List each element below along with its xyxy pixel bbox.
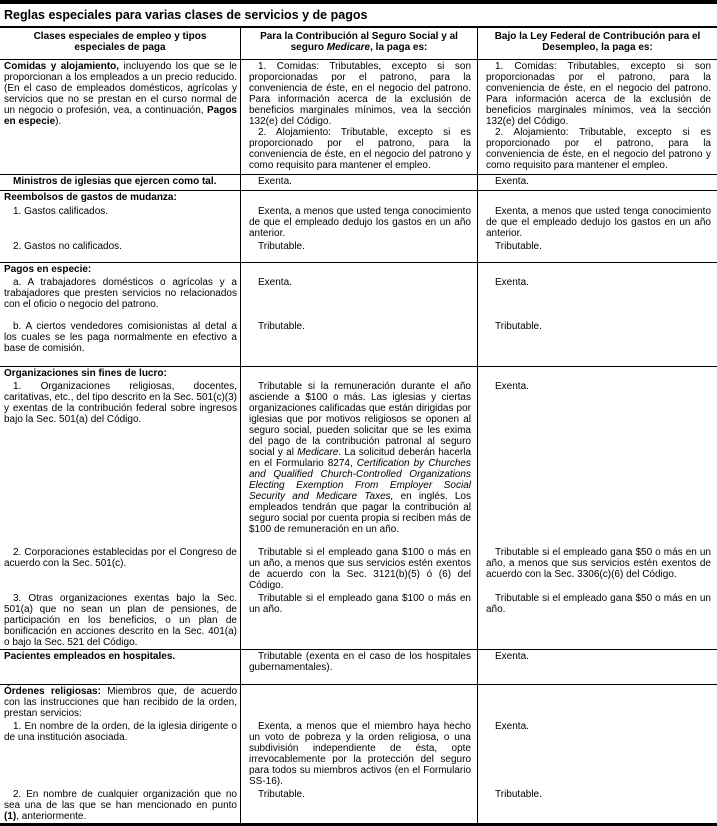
cell-pagos-0-left [0,263,240,276]
paragraph: 1. Gastos calificados. [13,206,109,217]
cell-ministros-0-mid [240,175,477,190]
rules-table [0,26,717,826]
table-row [0,263,717,276]
column-header-employment-classes: Clases especiales de empleo y tipos especiales de paga [33,31,207,53]
paragraph: Tributable si la remuneración durante el año asciende a $100 o más. Las iglesias y ciertas organizaciones calificadas que están dirigidas por iglesias que por motivos religiosos se oponen al seguro social, pueden solicitar que se les exima del pago de la contribución patronal al seguro social y al Medicare. La solicitud deberán hacerla en el Formulario 8274, Certification by Churches and Qualified Church-Controlled Organizations Electing Exemption From Employer Social Security and Medicare Taxes, en inglés. Los empleados tendrán que pagar la contribución al seguro social por cuenta propia si reciben más de $100 de remuneración en un año. [249,381,472,535]
paragraph: Exenta. [258,277,292,288]
cell-reembolsos-0-right [477,191,717,205]
paragraph: Exenta, a menos que usted tenga conocimiento de que el empleado dedujo los gastos en un año anterior. [486,206,711,239]
table-header-row [0,28,717,60]
cell-org-2-right [477,546,717,592]
cell-org-1-mid [240,380,477,546]
paragraph: Exenta. [495,651,529,662]
paragraph: Exenta, a menos que el miembro haya hecho un voto de pobreza y la orden religiosa, o una subdivisión independiente de ésta, opte irrevocablemente por la protección del seguro para todos su miembros activos (en el Formulario SS-16). [249,721,471,787]
paragraph: Exenta. [258,176,292,187]
section-pagos [0,263,717,367]
paragraph: Pagos en especie: [4,264,92,275]
paragraph: 1. Comidas: Tributables, excepto si son proporcionadas por el patrono, para la conveniencia de éste, en el negocio del patrono. Para información acerca de la exclusión de beneficios marginales mínimos, vea la sección 132(e) del Código. [249,61,471,127]
cell-org-1-right [477,380,717,546]
table-row [0,546,717,592]
paragraph: 2. Corporaciones establecidas por el Congreso de acuerdo con la Sec. 501(c). [4,547,237,569]
cell-pacientes-0-mid [240,650,477,684]
cell-comidas-0-right [477,60,717,174]
cell-reembolsos-1-mid [240,205,477,240]
paragraph: Tributable. [258,321,305,332]
paragraph: Organizaciones sin fines de lucro: [4,368,167,379]
cell-ordenes-0-left [0,685,240,720]
cell-reembolsos-0-left [0,191,240,205]
cell-pacientes-0-left [0,650,240,684]
paragraph: 2. Gastos no calificados. [13,241,122,252]
cell-ordenes-2-mid [240,788,477,823]
paragraph: Exenta, a menos que usted tenga conocimiento de que el empleado dedujo los gastos en un año anterior. [249,206,471,239]
table-row [0,60,717,174]
paragraph: Tributable. [495,241,542,252]
paragraph: Exenta. [495,277,529,288]
cell-org-1-left [0,380,240,546]
paragraph: 2. Alojamiento: Tributable, excepto si es proporcionado por el patrono, para la conveniencia de éste, en el negocio del patrono y como requisito para mantener el empleo. [249,127,471,171]
column-header-futa: Bajo la Ley Federal de Contribución para el Desempleo, la paga es: [477,28,717,59]
table-row [0,720,717,788]
table-row [0,650,717,684]
cell-ministros-0-right [477,175,717,190]
table-row [0,320,717,366]
paragraph: Tributable (exenta en el caso de los hospitales gubernamentales). [249,651,471,673]
paragraph: b. A ciertos vendedores comisionistas al detal a los cuales se les paga normalmente en efectivo a base de comisión. [4,321,237,354]
cell-reembolsos-2-mid [240,240,477,262]
cell-ministros-0-left [0,175,240,190]
table-row [0,240,717,262]
cell-reembolsos-2-left [0,240,240,262]
column-header-social-security-medicare: Para la Contribución al Seguro Social y al seguro Medicare, la paga es: [240,28,477,59]
cell-pagos-2-left [0,320,240,366]
paragraph: Pacientes empleados en hospitales. [4,651,176,662]
paragraph: Exenta. [495,721,529,732]
cell-org-0-left [0,367,240,380]
paragraph: 1. Comidas: Tributables, excepto si son proporcionadas por el patrono, para la conveniencia de éste, en el negocio del patrono. Para información acerca de la exclusión de beneficios marginales mínimos, vea la sección 132(e) del Código. [486,61,711,127]
cell-org-3-right [477,592,717,649]
table-row [0,276,717,320]
paragraph: 2. Alojamiento: Tributable, excepto si es proporcionado por el patrono, para la conveniencia de éste, en el negocio del patrono y como requisito para mantener el empleo. [486,127,711,171]
paragraph: Exenta. [495,381,529,392]
table-row [0,380,717,546]
table-row [0,367,717,380]
section-comidas [0,60,717,175]
paragraph: Órdenes religiosas: Miembros que, de acuerdo con las instrucciones que han recibido de la orden, prestan servicios: [4,686,237,719]
cell-comidas-0-mid [240,60,477,174]
cell-pagos-1-left [0,276,240,320]
cell-ordenes-2-left [0,788,240,823]
paragraph: Comidas y alojamiento, incluyendo los que se le proporcionan a los empleados a un precio reducido. (En el caso de empleados domésticos, agrícolas y servicios que no se prestan en el curso normal de un negocio o profesión, vea, a continuación, Pagos en especie). [4,61,237,127]
table-row [0,205,717,240]
section-ministros [0,175,717,191]
paragraph: 3. Otras organizaciones exentas bajo la Sec. 501(a) que no sean un plan de pensiones, de participación en los beneficios, o un plan de bonificación en acciones descrito en la Sec. 401(a) o bajo la Sec. 521 del Código. [4,593,237,648]
paragraph: Tributable si el empleado gana $100 o más en un año. [249,593,471,615]
table-row [0,592,717,649]
paragraph: Reembolsos de gastos de mudanza: [4,192,177,203]
paragraph: Tributable si el empleado gana $50 o más en un año. [486,593,711,615]
section-ordenes [0,685,717,823]
table-row [0,685,717,720]
paragraph: 2. En nombre de cualquier organización que no sea una de las que se han mencionado en punto (1), anteriormente. [4,789,237,822]
cell-org-2-left [0,546,240,592]
cell-reembolsos-1-right [477,205,717,240]
cell-pagos-1-mid [240,276,477,320]
paragraph: Exenta. [495,176,529,187]
paragraph: Tributable si el empleado gana $50 o más en un año, a menos que sus servicios estén exentos de acuerdo con la Sec. 3306(c)(6) del Código. [486,547,711,580]
cell-pagos-0-mid [240,263,477,276]
cell-org-3-mid [240,592,477,649]
cell-ordenes-1-left [0,720,240,788]
cell-ordenes-1-right [477,720,717,788]
cell-reembolsos-1-left [0,205,240,240]
paragraph: Tributable. [258,789,305,800]
cell-pagos-0-right [477,263,717,276]
cell-reembolsos-0-mid [240,191,477,205]
rules-table-body [0,60,717,823]
cell-ordenes-0-right [477,685,717,720]
paragraph: Ministros de iglesias que ejercen como tal. [13,176,217,187]
table-row [0,191,717,205]
page-title: Reglas especiales para varias clases de servicios y de pagos [4,8,368,22]
cell-ordenes-2-right [477,788,717,823]
paragraph: Tributable si el empleado gana $100 o más en un año, a menos que sus servicios estén exentos de acuerdo con la Sec. 3121(b)(5) ó (6) del Código. [249,547,471,591]
paragraph: 1. En nombre de la orden, de la iglesia dirigente o de una institución asociada. [4,721,237,743]
paragraph: Tributable. [495,321,542,332]
section-reembolsos [0,191,717,263]
cell-pagos-1-right [477,276,717,320]
cell-ordenes-1-mid [240,720,477,788]
cell-pagos-2-mid [240,320,477,366]
cell-org-3-left [0,592,240,649]
paragraph: Tributable. [495,789,542,800]
cell-ordenes-0-mid [240,685,477,720]
section-org [0,367,717,650]
table-row [0,175,717,190]
paragraph: 1. Organizaciones religiosas, docentes, caritativas, etc., del tipo descrito en la Sec. 501(c)(3) y exentas de la contribución federal sobre ingresos bajo la Sec. 501(a) del Código. [4,381,237,425]
paragraph: Tributable. [258,241,305,252]
cell-reembolsos-2-right [477,240,717,262]
paragraph: a. A trabajadores domésticos o agrícolas y a trabajadores que presten servicios no relacionados con el oficio o negocio del patrono. [4,277,237,310]
cell-pagos-2-right [477,320,717,366]
cell-org-2-mid [240,546,477,592]
section-pacientes [0,650,717,685]
table-row [0,788,717,823]
cell-org-0-mid [240,367,477,380]
cell-comidas-0-left [0,60,240,174]
cell-pacientes-0-right [477,650,717,684]
cell-org-0-right [477,367,717,380]
